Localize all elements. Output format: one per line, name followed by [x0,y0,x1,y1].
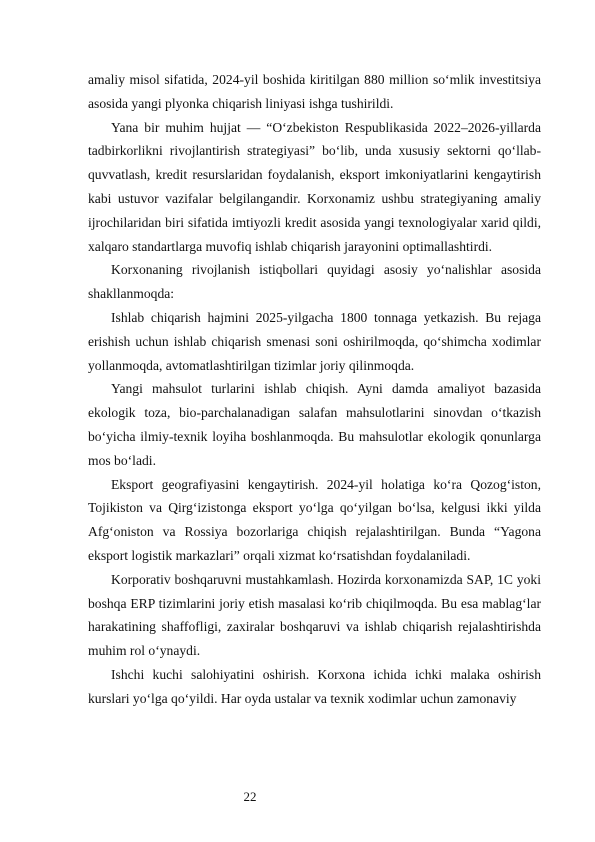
body-text [88,68,541,711]
paragraph-new-products: Yangi mahsulot turlarini ishlab chiqish. Ayni damda amaliyot bazasida ekologik toza, bio-parchalanadigan salafan mahsulotlarini sinovdan o‘tkazish bo‘yicha ilmiy-texnik loyiha boshlanmoqda. Bu mahsulotlar ekologik qonunlarga mos bo‘ladi. [88,381,541,468]
paragraph-development-prospects-intro: Korxonaning rivojlanish istiqbollari quyidagi asosiy yo‘nalishlar asosida shakllanmoqda: [88,262,541,302]
page-number: 22 [243,789,257,804]
paragraph-workforce-potential: Ishchi kuchi salohiyatini oshirish. Korxona ichida ichki malaka oshirish kurslari yo‘lga qo‘yildi. Har oyda ustalar va texnik xodimlar uchun zamonaviy [88,666,541,706]
paragraph-export-geography: Eksport geografiyasini kengaytirish. 2024-yil holatiga ko‘ra Qozog‘iston, Tojikiston va Qirg‘izistonga eksport yo‘lga qo‘yilgan bo‘lsa, kelgusi ikki yilda Afg‘oniston va Rossiya bozorlariga chiqish rejalashtirilgan. Bunda “Yagona eksport logistik markazlari” orqali xizmat ko‘rsatishdan foydalaniladi. [88,476,541,563]
paragraph-corporate-governance: Korporativ boshqaruvni mustahkamlash. Hozirda korxonamizda SAP, 1C yoki boshqa ERP tizimlarini joriy etish masalasi ko‘rib chiqilmoqda. Bu esa mablag‘lar harakatining shaffofligi, zaxiralar boshqaruvi va ishlab chiqarish rejalashtirishda muhim rol o‘ynaydi. [88,571,541,659]
paragraph-production-volume: Ishlab chiqarish hajmini 2025-yilgacha 1800 tonnaga yetkazish. Bu rejaga erishish uchun ishlab chiqarish smenasi soni oshirilmoqda, qo‘shimcha xodimlar yollanmoqda, avtomatlashtirilgan tizimlar joriy qilinmoqda. [88,309,541,373]
paragraph-investment-continuation: amaliy misol sifatida, 2024-yil boshida kiritilgan 880 million so‘mlik investitsiya asosida yangi plyonka chiqarish liniyasi ishga tushirildi. [88,72,541,111]
paragraph-strategy-document: Yana bir muhim hujjat — “O‘zbekiston Respublikasida 2022–2026-yillarda tadbirkorlikni rivojlantirish strategiyasi” bo‘lib, unda xususiy sektorni qo‘llab-quvvatlash, kredit resurslaridan foydalanish, eksport imkoniyatlarini kengaytirish kabi ustuvor vazifalar belgilangandir. Korxonamiz ushbu strategiyaning amaliy ijrochilaridan biri sifatida imtiyozli kredit asosida yangi texnologiyalar xarid qildi, xalqaro standartlarga muvofiq ishlab chiqarish jarayonini optimallashtirdi. [88,119,541,254]
